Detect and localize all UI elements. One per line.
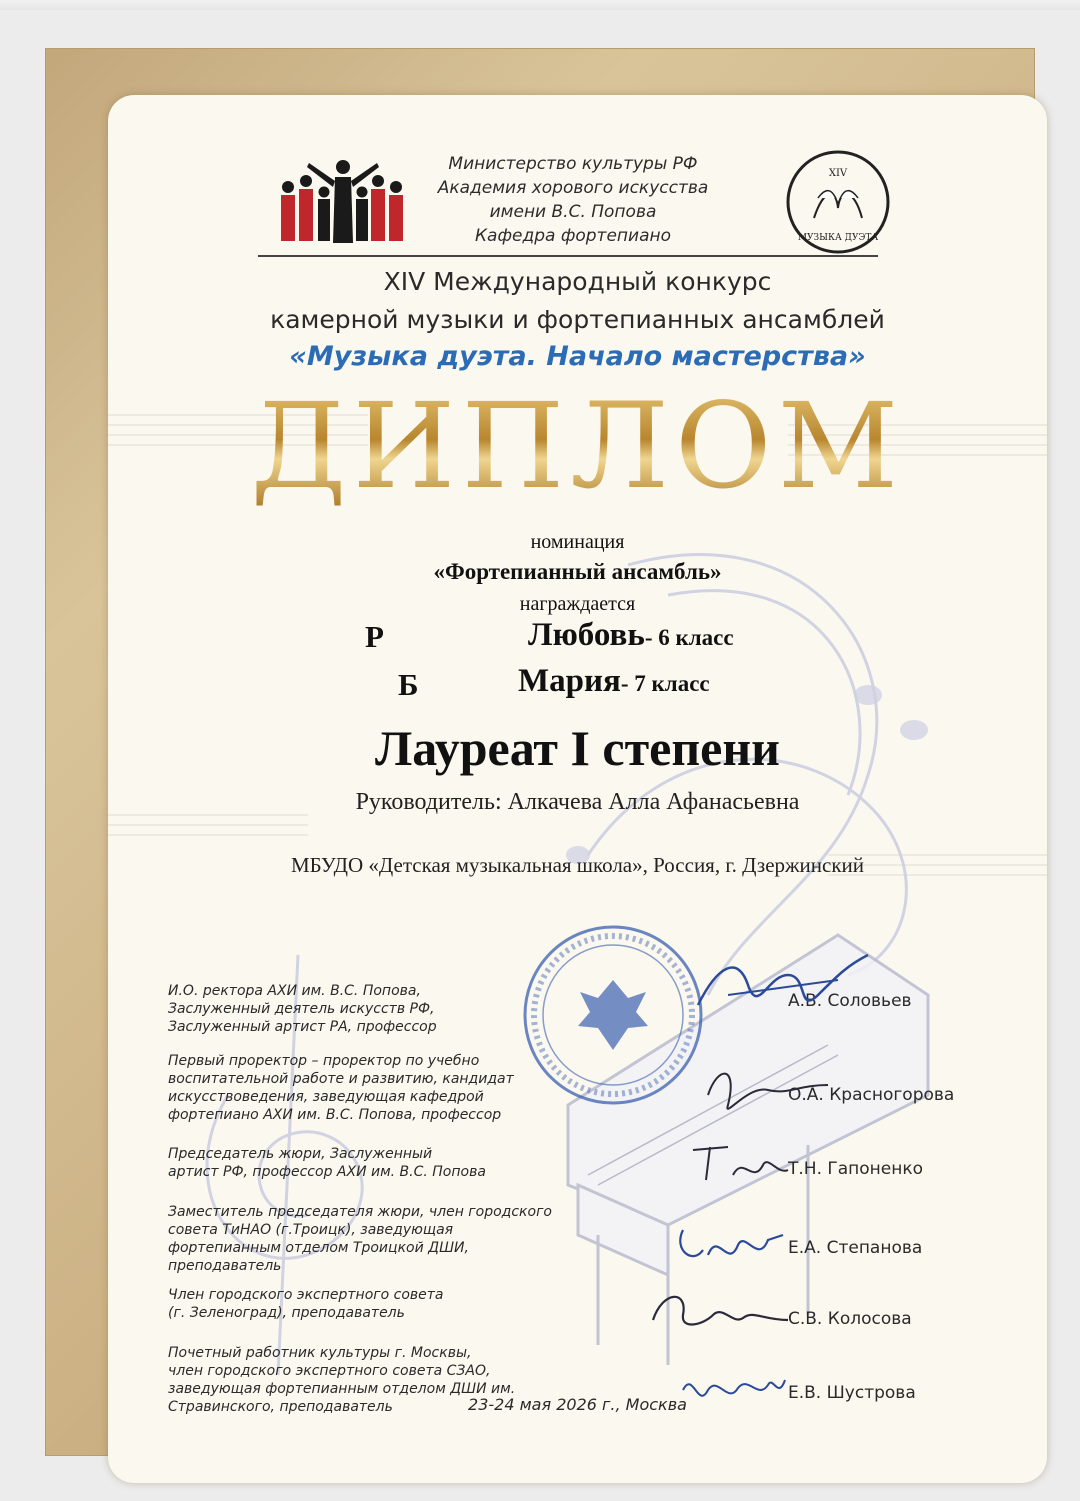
- official-stamp: [518, 920, 708, 1110]
- signatory-5-name: С.В. Колосова: [788, 1309, 912, 1329]
- signature-3: [688, 1135, 798, 1195]
- signatory-5-role: Член городского экспертного совета (г. Зеленоград), преподаватель: [168, 1287, 444, 1321]
- participant-2-grade: - 7 класс: [620, 671, 710, 696]
- choir-logo: [273, 155, 413, 247]
- ministry-line: Министерство культуры РФ: [448, 154, 698, 174]
- signatory-4-name: Е.А. Степанова: [788, 1238, 923, 1258]
- signatory-4-role: Заместитель председателя жюри, член городского совета ТиНАО (г.Троицк), заведующая фортепианным отделом Троицкой ДШИ, преподаватель: [168, 1204, 553, 1274]
- date-place: 23-24 мая 2026 г., Москва: [468, 1395, 687, 1414]
- competition-title-line1: XIV Международный конкурс: [383, 267, 772, 296]
- diploma-frame: [45, 48, 1035, 1456]
- signatory-1-name: А.В. Соловьев: [788, 991, 912, 1011]
- awarded-label: награждается: [519, 593, 636, 615]
- competition-name: «Музыка дуэта. Начало мастерства»: [289, 341, 866, 372]
- emblem-number: XIV: [828, 168, 848, 179]
- signature-4: [673, 1210, 793, 1280]
- department-line: Кафедра фортепиано: [474, 226, 672, 246]
- signatory-2-role: Первый проректор – проректор по учебно воспитательной работе и развитию, кандидат искусствоведения, заведующая кафедрой фортепиано АХИ им. В.С. Попова, профессор: [168, 1053, 514, 1123]
- diploma-sheet: [108, 95, 1047, 1483]
- signature-2: [698, 1055, 838, 1125]
- school-name: МБУДО «Детская музыкальная школа», Россия, г. Дзержинский: [290, 853, 865, 877]
- nomination-label: номинация: [530, 531, 625, 553]
- academy-line: Академия хорового искусства: [437, 178, 709, 198]
- competition-title-line2: камерной музыки и фортепианных ансамблей: [270, 305, 885, 334]
- emblem-text: МУЗЫКА ДУЭТА: [797, 233, 879, 243]
- participant-2-name: Мария: [518, 663, 621, 699]
- participant-2-initial: Б: [398, 667, 419, 702]
- signatory-1-role: И.О. ректора АХИ им. В.С. Попова, Заслуженный деятель искусств РФ, Заслуженный артист РА, профессор: [168, 983, 437, 1035]
- signature-5: [643, 1280, 793, 1340]
- participant-2: [518, 663, 710, 700]
- signatory-2-name: О.А. Красногорова: [788, 1085, 955, 1105]
- academy-name-line: имени В.С. Попова: [489, 202, 657, 222]
- signatory-3-name: Т.Н. Гапоненко: [788, 1159, 924, 1179]
- signatory-6-role: Почетный работник культуры г. Москвы, член городского экспертного совета СЗАО, заведующая фортепианным отделом ДШИ им. Стравинского, преподаватель: [168, 1345, 516, 1415]
- participant-1-grade: - 6 класс: [644, 625, 734, 650]
- competition-emblem: [784, 148, 892, 256]
- participant-1-initial: Р: [365, 619, 384, 654]
- signatory-3-role: Председатель жюри, Заслуженный артист РФ, профессор АХИ им. В.С. Попова: [168, 1146, 486, 1180]
- signatory-6-name: Е.В. Шустрова: [788, 1383, 916, 1403]
- participant-1: [528, 617, 734, 654]
- header-divider: [258, 255, 878, 257]
- award-title: Лауреат I степени: [374, 720, 780, 776]
- participant-1-name: Любовь: [528, 617, 645, 653]
- signature-1: [688, 945, 888, 1035]
- nomination-value: «Фортепианный ансамбль»: [433, 559, 722, 584]
- supervisor: Руководитель: Алкачева Алла Афанасьевна: [355, 789, 800, 815]
- diploma-title: ДИПЛОМ: [108, 381, 1047, 511]
- organizer-block: [398, 152, 748, 248]
- window-top-bar: [0, 0, 1080, 10]
